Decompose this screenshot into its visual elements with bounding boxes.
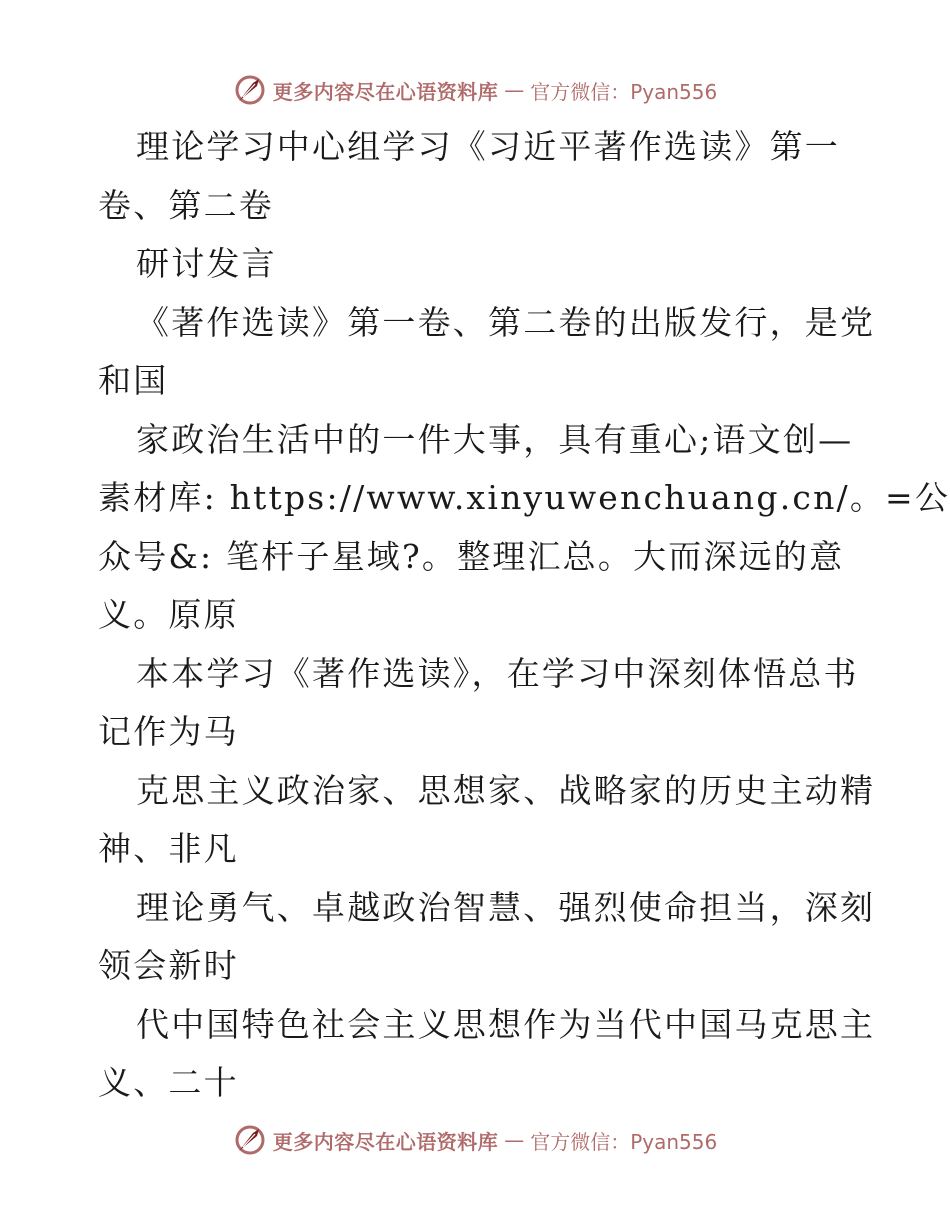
quill-logo-icon: [233, 73, 267, 107]
paragraph-line: 理论勇气、卓越政治智慧、强烈使命担当，深刻: [136, 887, 876, 927]
paragraph-line: 神、非凡: [98, 829, 239, 868]
footer-banner: [0, 1120, 950, 1160]
paragraph-line: 素材库: https://www.xinyuwenchuang.cn/。=公: [98, 478, 950, 517]
banner-site-name: 更多内容尽在心语资料库: [272, 1129, 499, 1154]
paragraph-line: 领会新时: [98, 946, 239, 985]
paragraph-line: 本本学习《著作选读》，在学习中深刻体悟总书: [136, 653, 859, 693]
paragraph-line: 义。原原: [98, 595, 239, 634]
paragraph-line: 众号&: 笔杆子星域?。整理汇总。大而深远的意: [98, 536, 845, 576]
banner-wechat: 官方微信：Pyan556: [530, 1129, 718, 1154]
paragraph-line: 义、二十: [98, 1063, 239, 1102]
paragraph-line: 家政治生活中的一件大事，具有重心;语文创—: [136, 419, 854, 459]
document-body: [98, 118, 950, 1113]
paragraph-line: 《著作选读》第一卷、第二卷的出版发行，是党: [136, 302, 876, 342]
paragraph-line: 理论学习中心组学习《习近平著作选读》第一: [136, 127, 840, 166]
banner-site-name: 更多内容尽在心语资料库: [272, 79, 499, 104]
paragraph-line: 研讨发言: [136, 244, 277, 283]
paragraph-line: 记作为马: [98, 712, 239, 751]
banner-wechat: 官方微信：Pyan556: [530, 79, 718, 104]
paragraph-line: 和国: [98, 361, 169, 400]
quill-logo-icon: [233, 1123, 267, 1157]
paragraph-line: 代中国特色社会主义思想作为当代中国马克思主: [136, 1004, 876, 1044]
banner-separator: —: [504, 78, 525, 102]
banner-separator: —: [504, 1128, 525, 1152]
header-banner: [0, 70, 950, 110]
paragraph-line: 克思主义政治家、思想家、战略家的历史主动精: [136, 770, 876, 810]
paragraph-line: 卷、第二卷: [98, 185, 274, 225]
